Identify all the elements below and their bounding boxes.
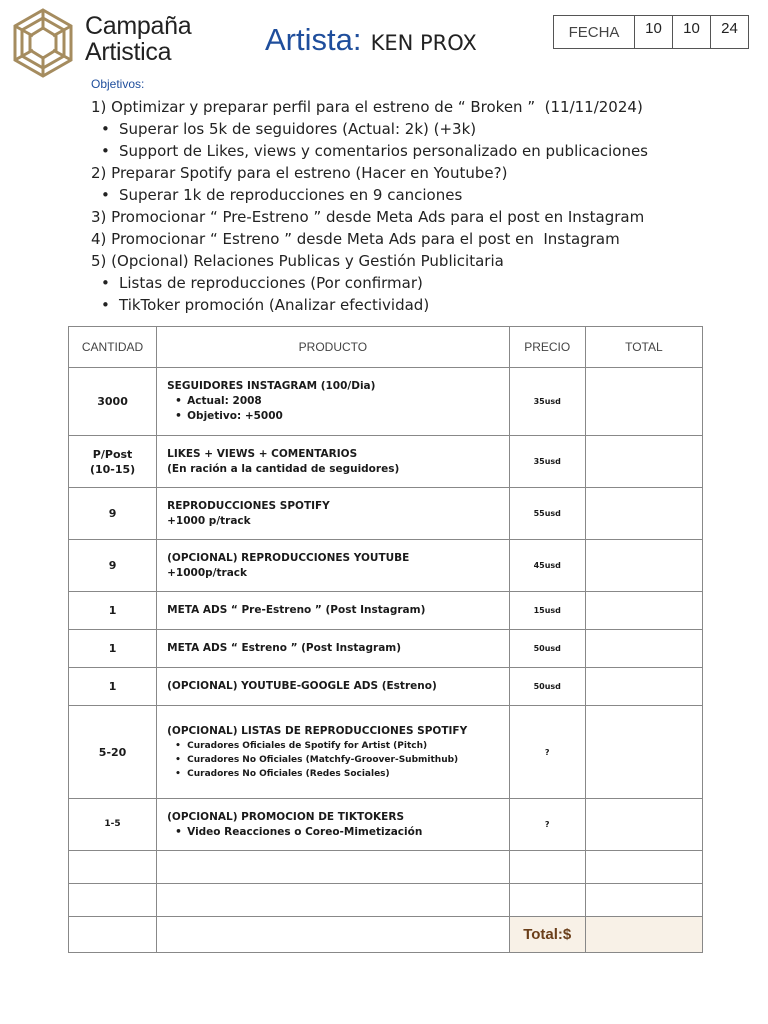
objectives-title: Objetivos:: [91, 77, 145, 91]
table-row: [69, 540, 703, 592]
product-bullet: • Video Reacciones o Coreo-Mimetización: [175, 825, 509, 840]
product-title: (OPCIONAL) LISTAS DE REPRODUCCIONES SPOTIFY: [167, 724, 468, 737]
total-row: [69, 917, 703, 953]
date-box: [553, 15, 749, 49]
date-year: 24: [711, 16, 749, 49]
table-row: [69, 436, 703, 488]
product-title: REPRODUCCIONES SPOTIFY: [167, 499, 330, 512]
product-bullet: • Actual: 2008: [175, 394, 509, 409]
product-bullet: • Curadores No Oficiales (Redes Sociales): [175, 767, 509, 781]
cell-total: [585, 799, 702, 851]
cell-qty: [69, 884, 157, 917]
cell-price: [509, 851, 585, 884]
cell-total: [585, 630, 702, 668]
date-month: 10: [673, 16, 711, 49]
date-label: FECHA: [554, 16, 635, 49]
cell-qty: [69, 851, 157, 884]
product-subtitle: (En ración a la cantidad de seguidores): [167, 462, 400, 475]
table-row: [69, 706, 703, 799]
empty-cell: [69, 917, 157, 953]
cell-price: 35usd: [509, 368, 585, 436]
total-value: [585, 917, 702, 953]
table-row: [69, 592, 703, 630]
cell-qty: 1: [69, 668, 157, 706]
total-label: Total:$: [509, 917, 585, 953]
cell-product: [157, 884, 510, 917]
brand-name: [85, 13, 191, 65]
product-title: META ADS “ Estreno ” (Post Instagram): [167, 642, 402, 654]
header-total: TOTAL: [585, 327, 702, 368]
cell-product: [157, 540, 510, 592]
product-bullet: • Curadores Oficiales de Spotify for Artist (Pitch): [175, 739, 509, 753]
objective-item: 3) Promocionar “ Pre-Estreno ” desde Meta Ads para el post en Instagram: [91, 208, 645, 226]
table-row: [69, 799, 703, 851]
budget-table: [68, 326, 703, 953]
objective-item: 4) Promocionar “ Estreno ” desde Meta Ads para el post en Instagram: [91, 230, 620, 248]
cell-total: [585, 368, 702, 436]
cell-price: 55usd: [509, 488, 585, 540]
table-row: [69, 884, 703, 917]
header-product: PRODUCTO: [157, 327, 510, 368]
cell-total: [585, 488, 702, 540]
cell-price: ?: [509, 706, 585, 799]
objective-item: 1) Optimizar y preparar perfil para el estreno de “ Broken ” (11/11/2024): [91, 98, 643, 116]
product-title: META ADS “ Pre-Estreno ” (Post Instagram): [167, 604, 426, 616]
cell-qty: 5-20: [69, 706, 157, 799]
empty-cell: [157, 917, 510, 953]
cell-total: [585, 706, 702, 799]
cell-qty: 3000: [69, 368, 157, 436]
artist-name: KEN PROX: [370, 31, 477, 55]
objective-subitem: • Support de Likes, views y comentarios personalizado en publicaciones: [91, 140, 751, 162]
cell-product: [157, 799, 510, 851]
product-title: LIKES + VIEWS + COMENTARIOS: [167, 447, 358, 460]
objective-subitem: • Superar 1k de reproducciones en 9 canciones: [91, 184, 751, 206]
brand-line-2: Artistica: [85, 38, 172, 66]
cell-total: [585, 592, 702, 630]
cell-total: [585, 668, 702, 706]
cell-qty: 1-5: [69, 799, 157, 851]
cell-product: [157, 592, 510, 630]
table-row: [69, 851, 703, 884]
product-subtitle: +1000p/track: [167, 566, 247, 579]
product-title: (OPCIONAL) PROMOCION DE TIKTOKERS: [167, 810, 405, 823]
table-row: [69, 368, 703, 436]
cell-qty: P/Post (10-15): [69, 436, 157, 488]
cell-qty: 1: [69, 592, 157, 630]
product-bullet: • Objetivo: +5000: [175, 409, 509, 424]
cell-total: [585, 851, 702, 884]
cell-product: [157, 706, 510, 799]
objectives-list: [91, 96, 751, 316]
hexagon-knot-logo-icon: [8, 8, 78, 78]
cell-product: [157, 630, 510, 668]
cell-price: 35usd: [509, 436, 585, 488]
brand-line-1: Campaña: [85, 12, 192, 40]
artist-label: Artista:: [265, 22, 362, 57]
cell-qty: 9: [69, 488, 157, 540]
table-row: [69, 630, 703, 668]
product-bullets: [167, 739, 509, 781]
cell-product: [157, 368, 510, 436]
objective-item: 2) Preparar Spotify para el estreno (Hacer en Youtube?): [91, 164, 508, 182]
table-row: [69, 668, 703, 706]
product-subtitle: +1000 p/track: [167, 514, 251, 527]
objective-subitem: • Superar los 5k de seguidores (Actual: 2k) (+3k): [91, 118, 751, 140]
cell-product: [157, 488, 510, 540]
date-day: 10: [635, 16, 673, 49]
cell-total: [585, 436, 702, 488]
table-header-row: [69, 327, 703, 368]
cell-qty: 1: [69, 630, 157, 668]
product-title: SEGUIDORES INSTAGRAM (100/Dia): [167, 380, 376, 392]
product-bullets: [167, 394, 509, 424]
cell-product: [157, 851, 510, 884]
product-bullets: [167, 825, 509, 840]
objective-subitem: • Listas de reproducciones (Por confirmar): [91, 272, 751, 294]
cell-price: ?: [509, 799, 585, 851]
cell-total: [585, 884, 702, 917]
cell-qty: 9: [69, 540, 157, 592]
cell-price: 50usd: [509, 630, 585, 668]
objective-subitem: • TikToker promoción (Analizar efectividad): [91, 294, 751, 316]
cell-price: 45usd: [509, 540, 585, 592]
product-bullet: • Curadores No Oficiales (Matchfy-Groover-Submithub): [175, 753, 509, 767]
header-price: PRECIO: [509, 327, 585, 368]
header-qty: CANTIDAD: [69, 327, 157, 368]
cell-product: [157, 668, 510, 706]
cell-price: [509, 884, 585, 917]
table-row: [69, 488, 703, 540]
product-title: (OPCIONAL) YOUTUBE-GOOGLE ADS (Estreno): [167, 680, 437, 692]
cell-price: 15usd: [509, 592, 585, 630]
cell-price: 50usd: [509, 668, 585, 706]
cell-total: [585, 540, 702, 592]
artist-heading: [265, 22, 477, 58]
product-title: (OPCIONAL) REPRODUCCIONES YOUTUBE: [167, 551, 410, 564]
objective-item: 5) (Opcional) Relaciones Publicas y Gestión Publicitaria: [91, 252, 504, 270]
cell-product: [157, 436, 510, 488]
